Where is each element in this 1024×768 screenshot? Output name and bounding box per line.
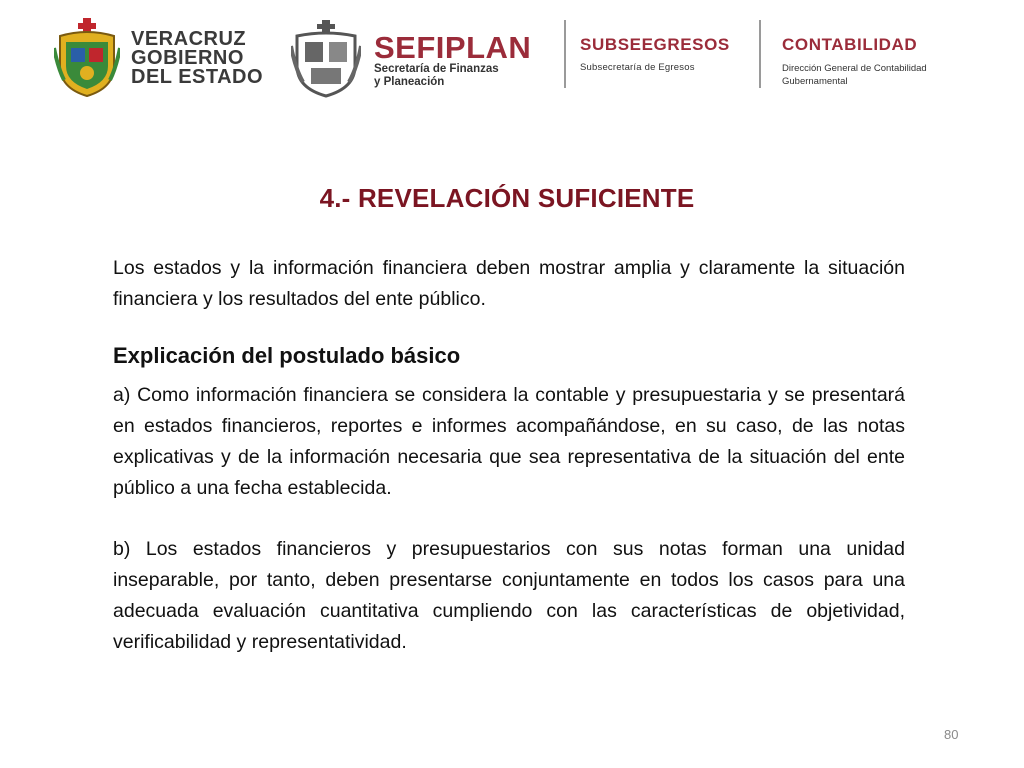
sefiplan-subtitle: [374, 63, 499, 89]
contabilidad-sub-line2: Gubernamental: [782, 76, 848, 87]
page-number: 80: [944, 727, 959, 742]
veracruz-line2: GOBIERNO: [131, 47, 244, 69]
paragraph-point-a: a) Como información financiera se considera la contable y presupuestaria y se presentará en estados financieros, reportes e informes acompañándose, en su caso, de las notas explicativas y de la información necesaria que sea representativa de la situación del ente público a una fecha establecida.: [113, 384, 905, 499]
veracruz-line3: DEL ESTADO: [131, 66, 264, 88]
contabilidad-title: CONTABILIDAD: [782, 35, 918, 54]
slide-header: [0, 0, 1024, 110]
header-divider: [759, 20, 761, 88]
sefiplan-emblem-icon: [291, 20, 361, 98]
veracruz-wordmark: [131, 30, 263, 87]
subheading: Explicación del postulado básico: [113, 343, 461, 368]
paragraph-point-b: b) Los estados financieros y presupuestarios con sus notas forman una unidad inseparable, por tanto, deben presentarse conjuntamente en todos los casos para una adecuada evaluación cuantitativa cumpliendo con las características de objetividad, verificabilidad y representatividad.: [113, 538, 905, 653]
veracruz-coat-of-arms-icon: [54, 18, 120, 98]
sefiplan-sub-line2: y Planeación: [374, 76, 445, 88]
header-divider: [564, 20, 566, 88]
sefiplan-wordmark: SEFIPLAN: [374, 30, 532, 65]
contabilidad-sub-line1: Dirección General de Contabilidad: [782, 63, 927, 74]
sefiplan-sub-line1: Secretaría de Finanzas: [374, 63, 499, 75]
subseegresos-subtitle: Subsecretaría de Egresos: [580, 62, 695, 73]
slide-title: 4.- REVELACIÓN SUFICIENTE: [319, 183, 695, 213]
veracruz-line1: VERACRUZ: [131, 28, 247, 50]
paragraph-definition: Los estados y la información financiera deben mostrar amplia y claramente la situación financiera y los resultados del ente público.: [113, 257, 905, 310]
subseegresos-title: SUBSEEGRESOS: [580, 35, 730, 54]
contabilidad-subtitle: [782, 62, 927, 88]
